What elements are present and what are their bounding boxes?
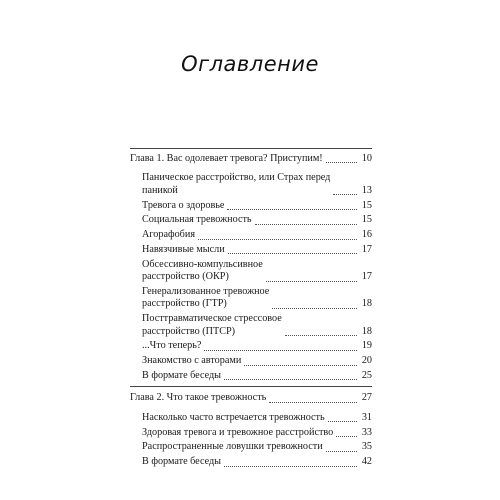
toc-entry-title [142,412,325,424]
toc-page-number: 25 [361,370,372,381]
toc-entry[interactable] [130,456,372,468]
toc-entry-title-line: Навязчивые мысли [142,244,225,255]
toc-entry-title-line: Социальная тревожность [142,214,252,226]
dot-leader [326,451,357,452]
toc-entry-title-line: Распространенные ловушки тревожности [142,441,323,453]
toc-entry[interactable] [130,214,372,226]
divider-line [130,148,372,149]
dot-leader [228,253,357,254]
dot-leader [224,379,357,380]
toc-page-number: 19 [361,340,372,352]
toc-entry[interactable] [130,313,372,338]
toc-chapter-entry[interactable] [130,153,372,165]
toc-entry-title [142,313,282,338]
toc-entry-title [130,153,323,165]
toc-entry-title-line: В формате беседы [142,370,222,381]
toc-page-number: 18 [361,325,372,337]
toc-entry-title-line: Тревога о здоровье [142,199,225,211]
toc-entry-title [142,286,269,311]
toc-entry-title [142,427,333,439]
dot-leader [336,436,357,437]
toc-page-number: 13 [361,184,372,196]
toc-page-number: 10 [361,153,372,164]
toc-page-number: 31 [361,411,372,423]
table-of-contents [130,148,372,471]
toc-entry[interactable] [130,441,372,453]
toc-chapter-entry[interactable] [130,392,372,404]
toc-entry-title [142,172,330,197]
toc-page-number: 20 [361,355,372,367]
toc-entry-title-line: Насколько часто встречается тревожность [142,411,325,423]
dot-leader [272,308,357,309]
toc-entry-title [142,229,195,241]
toc-entry-title-line: расстройство (ПТСР) [142,325,236,337]
toc-entry-title [142,456,221,468]
toc-entry[interactable] [130,370,372,382]
page-title: Оглавление [181,52,319,76]
toc-entry-title-line: Глава 1. Вас одолевает тревога? Приступим! [130,153,323,164]
toc-entry-title-line: Посттравматическое стрессовое [142,313,282,325]
dot-leader [333,194,357,195]
toc-entry[interactable] [130,172,372,197]
toc-entry-title [142,244,225,256]
toc-page-number: 42 [361,456,372,468]
toc-entry-title-line: Здоровая тревога и тревожное расстройство [142,426,334,438]
dot-leader [224,466,357,467]
toc-entry[interactable] [130,229,372,241]
dot-leader [266,281,357,282]
dot-leader [328,421,357,422]
toc-entry-title [142,259,263,284]
dot-leader [204,350,357,351]
toc-entry-title [142,200,224,212]
toc-entry-title-line: расстройство (ОКР) [142,271,229,283]
toc-entry[interactable] [130,340,372,352]
toc-page-number: 35 [361,441,372,453]
toc-entry-title-line: Генерализованное тревожное [142,286,270,297]
toc-page-number: 33 [361,426,372,438]
toc-entry-title-line: Обсессивно-компульсивное [142,258,263,270]
dot-leader [244,365,357,366]
toc-page-number: 15 [361,199,372,211]
toc-page-number: 16 [361,229,372,241]
dot-leader [227,209,357,210]
toc-page-number: 27 [361,392,372,404]
dot-leader [285,335,357,336]
toc-entry-title-line: Агорафобия [142,229,196,241]
dot-leader [326,162,357,163]
toc-entry[interactable] [130,427,372,439]
toc-entry-title [142,214,252,226]
toc-entry[interactable] [130,355,372,367]
toc-entry-title-line: расстройство (ГТР) [142,298,227,310]
toc-entry[interactable] [130,286,372,311]
toc-entry[interactable] [130,259,372,284]
toc-page-number: 15 [361,214,372,226]
toc-entry-title [142,355,241,367]
toc-page-number: 18 [361,298,372,310]
toc-entry[interactable] [130,412,372,424]
toc-page-number: 17 [361,271,372,283]
toc-entry-title-line: В формате беседы [142,456,222,468]
toc-entry-title-line: Знакомство с авторами [142,355,242,367]
dot-leader [198,239,357,240]
dot-leader [269,402,357,403]
toc-entry-title [142,340,201,352]
toc-entry-title-line: ...Что теперь? [142,340,202,352]
dot-leader [255,224,357,225]
toc-entry-title [142,441,323,453]
toc-page-number: 17 [361,244,372,255]
toc-entry-title-line: Глава 2. Что такое тревожность [130,392,267,404]
divider-line [130,386,372,387]
toc-entry-title [130,392,266,404]
toc-entry[interactable] [130,200,372,212]
toc-entry-title-line: паникой [142,184,178,196]
toc-entry-title-line: Паническое расстройство, или Страх перед [142,172,331,184]
toc-entry-title [142,370,221,382]
toc-entry[interactable] [130,244,372,256]
